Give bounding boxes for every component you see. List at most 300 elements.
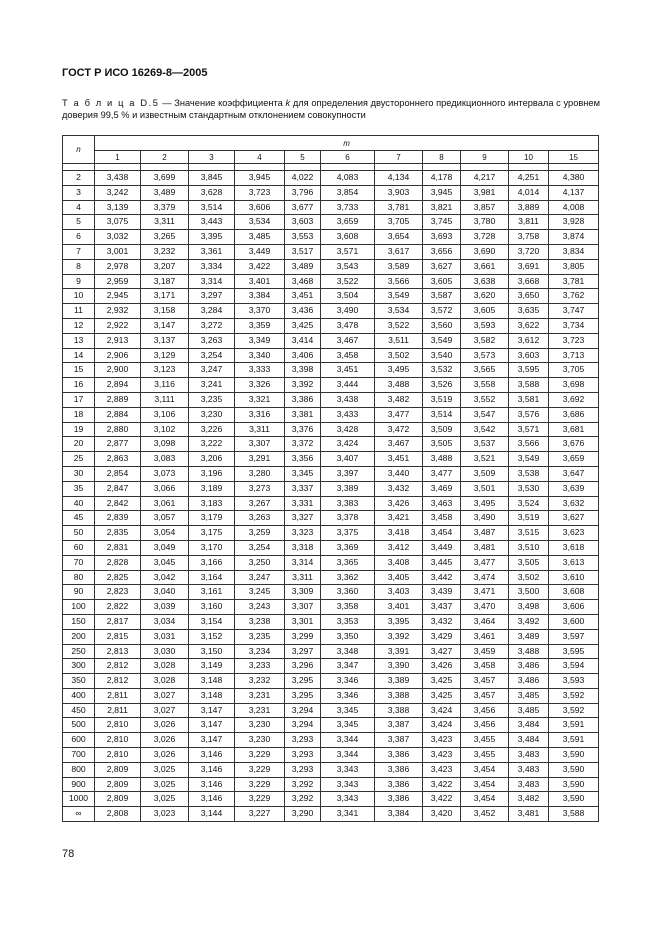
k-value-cell: 3,454: [461, 762, 509, 777]
k-value-cell: 3,242: [95, 185, 141, 200]
table-row: [63, 674, 599, 689]
table-row: [63, 733, 599, 748]
k-value-cell: 3,294: [285, 718, 321, 733]
k-value-cell: 3,588: [549, 807, 599, 822]
k-value-cell: 3,403: [375, 585, 423, 600]
k-value-cell: 3,040: [141, 585, 189, 600]
k-value-cell: 3,422: [423, 792, 461, 807]
k-value-cell: 3,622: [509, 318, 549, 333]
n-value-cell: 1000: [63, 792, 95, 807]
k-value-cell: 3,534: [375, 304, 423, 319]
table-row: [63, 688, 599, 703]
n-value-cell: 600: [63, 733, 95, 748]
k-value-cell: 3,232: [141, 244, 189, 259]
k-value-cell: 2,822: [95, 600, 141, 615]
k-value-cell: 3,295: [285, 674, 321, 689]
table-row: [63, 333, 599, 348]
k-value-cell: 3,297: [189, 289, 235, 304]
k-value-cell: 3,170: [189, 540, 235, 555]
k-value-cell: 3,420: [423, 807, 461, 822]
k-value-cell: 3,451: [285, 289, 321, 304]
k-value-cell: 2,906: [95, 348, 141, 363]
k-value-cell: 3,681: [549, 422, 599, 437]
table-row: [63, 629, 599, 644]
table-row: [63, 792, 599, 807]
k-value-cell: 3,423: [423, 762, 461, 777]
caption-symbol: k: [285, 98, 291, 108]
k-value-cell: 3,146: [189, 748, 235, 763]
k-value-cell: 3,443: [189, 215, 235, 230]
k-value-cell: 3,647: [549, 466, 599, 481]
k-value-cell: 2,835: [95, 526, 141, 541]
table-row: [63, 600, 599, 615]
n-value-cell: 400: [63, 688, 95, 703]
n-value-cell: 10: [63, 289, 95, 304]
k-value-cell: 3,234: [235, 644, 285, 659]
table-row: [63, 585, 599, 600]
m-values-row: [63, 151, 599, 164]
k-value-cell: 3,526: [423, 378, 461, 393]
k-value-cell: 3,509: [423, 422, 461, 437]
k-value-cell: 2,889: [95, 392, 141, 407]
k-value-cell: 3,734: [549, 318, 599, 333]
k-value-cell: 3,388: [375, 703, 423, 718]
k-value-cell: 3,146: [189, 762, 235, 777]
k-value-cell: 2,810: [95, 733, 141, 748]
k-value-cell: 3,440: [375, 466, 423, 481]
m-value-header: 15: [549, 151, 599, 164]
spacer-cell: [509, 164, 549, 171]
k-value-cell: 3,386: [375, 748, 423, 763]
spacer-cell: [189, 164, 235, 171]
k-value-cell: 3,566: [375, 274, 423, 289]
k-value-cell: 2,884: [95, 407, 141, 422]
k-value-cell: 3,488: [375, 378, 423, 393]
table-header-row: [63, 136, 599, 151]
k-value-cell: 2,839: [95, 511, 141, 526]
k-value-cell: 3,438: [95, 171, 141, 186]
k-value-cell: 3,486: [509, 659, 549, 674]
k-value-cell: 3,106: [141, 407, 189, 422]
k-value-cell: 3,031: [141, 629, 189, 644]
k-value-cell: 3,796: [285, 185, 321, 200]
k-value-cell: 3,723: [549, 333, 599, 348]
k-value-cell: 3,534: [235, 215, 285, 230]
k-value-cell: 3,821: [423, 200, 461, 215]
k-value-cell: 3,370: [235, 304, 285, 319]
k-value-cell: 3,676: [549, 437, 599, 452]
k-value-cell: 3,337: [285, 481, 321, 496]
k-value-cell: 3,628: [189, 185, 235, 200]
caption-text: для определения двустороннего предикционного интервала с уровнем доверия 99,5 % и известным стандартным отклонением совокупности: [62, 98, 600, 120]
table-row: [63, 363, 599, 378]
k-value-cell: 3,148: [189, 688, 235, 703]
k-value-cell: 3,375: [321, 526, 375, 541]
k-value-cell: 3,149: [189, 659, 235, 674]
m-value-header: 2: [141, 151, 189, 164]
k-value-cell: 3,489: [141, 185, 189, 200]
k-value-cell: 3,422: [235, 259, 285, 274]
k-value-cell: 3,542: [461, 422, 509, 437]
k-value-cell: 3,522: [321, 274, 375, 289]
k-value-cell: 3,474: [461, 570, 509, 585]
k-value-cell: 3,057: [141, 511, 189, 526]
k-value-cell: 3,469: [423, 481, 461, 496]
k-value-cell: 3,196: [189, 466, 235, 481]
k-value-cell: 3,123: [141, 363, 189, 378]
k-value-cell: 3,384: [375, 807, 423, 822]
k-value-cell: 3,456: [461, 718, 509, 733]
k-value-cell: 3,042: [141, 570, 189, 585]
k-value-cell: 3,610: [549, 570, 599, 585]
k-value-cell: 3,137: [141, 333, 189, 348]
k-value-cell: 3,407: [321, 452, 375, 467]
k-value-cell: 3,147: [189, 703, 235, 718]
k-value-cell: 3,549: [375, 289, 423, 304]
k-value-cell: 3,424: [423, 718, 461, 733]
k-value-cell: 3,247: [189, 363, 235, 378]
k-value-cell: 3,461: [461, 629, 509, 644]
m-value-header: 1: [95, 151, 141, 164]
k-value-cell: 3,293: [285, 733, 321, 748]
k-value-cell: 3,501: [461, 481, 509, 496]
k-value-cell: 3,326: [235, 378, 285, 393]
n-value-cell: 35: [63, 481, 95, 496]
n-value-cell: 7: [63, 244, 95, 259]
k-value-cell: 3,781: [549, 274, 599, 289]
k-value-cell: 3,705: [375, 215, 423, 230]
table-row: [63, 777, 599, 792]
k-value-cell: 3,425: [423, 674, 461, 689]
k-value-cell: 2,880: [95, 422, 141, 437]
k-value-cell: 3,530: [509, 481, 549, 496]
spacer-cell: [321, 164, 375, 171]
k-value-cell: 3,425: [423, 688, 461, 703]
k-value-cell: 3,589: [375, 259, 423, 274]
k-value-cell: 3,307: [285, 600, 321, 615]
k-value-cell: 3,345: [285, 466, 321, 481]
table-row: [63, 718, 599, 733]
k-value-cell: 3,233: [235, 659, 285, 674]
k-value-cell: 3,455: [461, 748, 509, 763]
k-value-cell: 3,458: [461, 659, 509, 674]
k-value-cell: 3,294: [285, 703, 321, 718]
k-value-cell: 2,831: [95, 540, 141, 555]
k-value-cell: 4,134: [375, 171, 423, 186]
k-value-cell: 3,401: [235, 274, 285, 289]
k-value-cell: 3,231: [235, 688, 285, 703]
k-value-cell: 3,686: [549, 407, 599, 422]
k-value-cell: 2,900: [95, 363, 141, 378]
k-value-cell: 3,376: [285, 422, 321, 437]
n-value-cell: 45: [63, 511, 95, 526]
k-value-cell: 3,295: [285, 688, 321, 703]
k-value-cell: 3,386: [375, 762, 423, 777]
k-value-cell: 3,805: [549, 259, 599, 274]
k-value-cell: 3,323: [285, 526, 321, 541]
m-value-header: 10: [509, 151, 549, 164]
k-value-cell: 3,389: [375, 674, 423, 689]
k-value-cell: 3,408: [375, 555, 423, 570]
table-row: [63, 659, 599, 674]
k-value-cell: 3,481: [461, 540, 509, 555]
table-row: [63, 644, 599, 659]
spacer-cell: [549, 164, 599, 171]
n-value-cell: 500: [63, 718, 95, 733]
table-row: [63, 496, 599, 511]
table-row: [63, 318, 599, 333]
k-value-cell: 3,485: [509, 688, 549, 703]
k-value-cell: 3,758: [509, 230, 549, 245]
k-value-cell: 2,978: [95, 259, 141, 274]
k-value-cell: 3,720: [509, 244, 549, 259]
k-value-cell: 3,028: [141, 674, 189, 689]
k-value-cell: 3,553: [285, 230, 321, 245]
k-value-cell: 3,600: [549, 614, 599, 629]
k-value-cell: 3,747: [549, 304, 599, 319]
k-value-cell: 3,243: [235, 600, 285, 615]
k-value-cell: 3,292: [285, 792, 321, 807]
k-value-cell: 3,229: [235, 762, 285, 777]
k-value-cell: 3,395: [189, 230, 235, 245]
k-value-cell: 3,566: [509, 437, 549, 452]
table-row: [63, 259, 599, 274]
k-value-cell: 3,321: [235, 392, 285, 407]
k-value-cell: 3,392: [375, 629, 423, 644]
k-value-cell: 3,623: [549, 526, 599, 541]
k-value-cell: 3,487: [461, 526, 509, 541]
n-value-cell: 50: [63, 526, 95, 541]
k-value-cell: 3,272: [189, 318, 235, 333]
n-value-cell: 70: [63, 555, 95, 570]
k-value-cell: 3,026: [141, 733, 189, 748]
k-value-cell: 3,146: [189, 792, 235, 807]
k-value-cell: 3,327: [285, 511, 321, 526]
k-value-cell: 3,392: [285, 378, 321, 393]
k-value-cell: 3,659: [321, 215, 375, 230]
k-value-cell: 3,489: [509, 629, 549, 644]
k-value-cell: 3,387: [375, 733, 423, 748]
k-value-cell: 3,549: [509, 452, 549, 467]
k-value-cell: 3,102: [141, 422, 189, 437]
k-value-cell: 4,217: [461, 171, 509, 186]
k-value-cell: 2,959: [95, 274, 141, 289]
k-value-cell: 3,183: [189, 496, 235, 511]
k-value-cell: 2,854: [95, 466, 141, 481]
n-value-cell: 250: [63, 644, 95, 659]
k-value-cell: 3,273: [235, 481, 285, 496]
k-value-cell: 3,515: [509, 526, 549, 541]
k-value-cell: 3,484: [509, 718, 549, 733]
k-value-cell: 3,254: [189, 348, 235, 363]
k-value-cell: 3,502: [375, 348, 423, 363]
k-value-cell: 3,538: [509, 466, 549, 481]
k-value-cell: 3,207: [141, 259, 189, 274]
k-value-cell: 3,590: [549, 792, 599, 807]
k-value-cell: 3,241: [189, 378, 235, 393]
k-value-cell: 3,160: [189, 600, 235, 615]
k-value-cell: 3,166: [189, 555, 235, 570]
k-value-cell: 3,745: [423, 215, 461, 230]
table-row: [63, 555, 599, 570]
m-value-header: 7: [375, 151, 423, 164]
k-value-cell: 3,388: [375, 688, 423, 703]
k-value-cell: 3,428: [321, 422, 375, 437]
table-body: [63, 164, 599, 822]
k-value-cell: 3,229: [235, 748, 285, 763]
k-value-cell: 3,164: [189, 570, 235, 585]
k-value-cell: 3,834: [549, 244, 599, 259]
k-value-cell: 3,307: [235, 437, 285, 452]
k-value-cell: 3,468: [285, 274, 321, 289]
n-value-cell: 700: [63, 748, 95, 763]
k-value-cell: 3,762: [549, 289, 599, 304]
k-value-cell: 3,426: [423, 659, 461, 674]
m-value-header: 3: [189, 151, 235, 164]
k-value-cell: 3,677: [285, 200, 321, 215]
k-value-cell: 3,656: [423, 244, 461, 259]
k-value-cell: 3,627: [549, 511, 599, 526]
k-value-cell: 3,451: [321, 363, 375, 378]
k-value-cell: 3,025: [141, 792, 189, 807]
k-value-cell: 3,025: [141, 777, 189, 792]
k-value-cell: 3,296: [285, 659, 321, 674]
k-value-cell: 3,519: [423, 392, 461, 407]
k-value-cell: 3,359: [235, 318, 285, 333]
n-value-cell: 5: [63, 215, 95, 230]
k-value-cell: 3,175: [189, 526, 235, 541]
k-value-cell: 3,483: [509, 748, 549, 763]
k-value-cell: 3,495: [375, 363, 423, 378]
k-value-cell: 3,387: [375, 718, 423, 733]
k-value-cell: 3,981: [461, 185, 509, 200]
table-row: [63, 348, 599, 363]
k-value-cell: 2,809: [95, 762, 141, 777]
k-value-cell: 3,001: [95, 244, 141, 259]
k-value-cell: 3,231: [235, 703, 285, 718]
k-value-cell: 3,488: [423, 452, 461, 467]
k-value-cell: 3,414: [285, 333, 321, 348]
k-value-cell: 3,311: [141, 215, 189, 230]
k-value-cell: 3,075: [95, 215, 141, 230]
k-value-cell: 3,066: [141, 481, 189, 496]
k-value-cell: 3,235: [189, 392, 235, 407]
k-value-cell: 3,147: [189, 718, 235, 733]
n-value-cell: 3: [63, 185, 95, 200]
k-value-cell: 3,360: [321, 585, 375, 600]
k-value-cell: 3,691: [509, 259, 549, 274]
k-value-cell: 3,263: [189, 333, 235, 348]
k-value-cell: 3,054: [141, 526, 189, 541]
k-value-cell: 3,356: [285, 452, 321, 467]
row-header-n: n: [63, 136, 95, 164]
table-row: [63, 703, 599, 718]
k-value-cell: 3,343: [321, 777, 375, 792]
k-value-cell: 3,346: [321, 688, 375, 703]
k-value-cell: 3,318: [285, 540, 321, 555]
k-value-cell: 3,540: [423, 348, 461, 363]
m-value-header: 9: [461, 151, 509, 164]
k-value-cell: 3,452: [461, 807, 509, 822]
k-value-cell: 3,401: [375, 600, 423, 615]
k-value-cell: 3,263: [235, 511, 285, 526]
k-value-cell: 3,854: [321, 185, 375, 200]
k-value-cell: 3,023: [141, 807, 189, 822]
m-value-header: 8: [423, 151, 461, 164]
k-value-cell: 3,045: [141, 555, 189, 570]
k-value-cell: 3,230: [235, 733, 285, 748]
n-value-cell: 8: [63, 259, 95, 274]
k-value-cell: 3,147: [189, 733, 235, 748]
k-value-cell: 3,483: [509, 777, 549, 792]
k-value-cell: 3,593: [549, 674, 599, 689]
k-value-cell: 3,537: [461, 437, 509, 452]
table-row: [63, 185, 599, 200]
table-row: [63, 200, 599, 215]
k-value-cell: 3,698: [549, 378, 599, 393]
k-value-cell: 3,292: [285, 777, 321, 792]
table-row: [63, 274, 599, 289]
k-value-cell: 3,490: [461, 511, 509, 526]
k-value-cell: 3,608: [321, 230, 375, 245]
k-value-cell: 3,389: [321, 481, 375, 496]
k-value-cell: 3,340: [235, 348, 285, 363]
k-value-cell: 3,405: [375, 570, 423, 585]
k-value-cell: 3,668: [509, 274, 549, 289]
k-value-cell: 3,565: [461, 363, 509, 378]
k-value-cell: 3,344: [321, 748, 375, 763]
k-value-cell: 3,488: [509, 644, 549, 659]
k-value-cell: 3,424: [321, 437, 375, 452]
k-value-cell: 3,293: [285, 748, 321, 763]
n-value-cell: 18: [63, 407, 95, 422]
k-value-cell: 2,813: [95, 644, 141, 659]
table-row: [63, 407, 599, 422]
k-value-cell: 3,514: [189, 200, 235, 215]
spacer-cell: [95, 164, 141, 171]
k-value-cell: 3,245: [235, 585, 285, 600]
k-value-cell: 3,728: [461, 230, 509, 245]
k-value-cell: 3,558: [461, 378, 509, 393]
k-value-cell: 3,098: [141, 437, 189, 452]
k-value-cell: 3,144: [189, 807, 235, 822]
k-value-cell: 3,139: [95, 200, 141, 215]
k-value-cell: 2,809: [95, 792, 141, 807]
k-value-cell: 3,618: [549, 540, 599, 555]
k-value-cell: 3,362: [321, 570, 375, 585]
k-value-cell: 3,590: [549, 777, 599, 792]
k-value-cell: 3,457: [461, 674, 509, 689]
k-value-cell: 3,857: [461, 200, 509, 215]
spacer-cell: [235, 164, 285, 171]
k-value-cell: 3,436: [285, 304, 321, 319]
k-value-cell: 3,498: [509, 600, 549, 615]
n-value-cell: 20: [63, 437, 95, 452]
n-value-cell: 25: [63, 452, 95, 467]
k-value-cell: 3,481: [509, 807, 549, 822]
k-value-cell: 3,406: [285, 348, 321, 363]
k-value-cell: 3,464: [461, 614, 509, 629]
table-row: [63, 215, 599, 230]
n-value-cell: 80: [63, 570, 95, 585]
k-value-cell: 3,226: [189, 422, 235, 437]
n-value-cell: 11: [63, 304, 95, 319]
k-value-cell: 3,500: [509, 585, 549, 600]
k-value-cell: 3,432: [423, 614, 461, 629]
k-value-cell: 4,014: [509, 185, 549, 200]
k-value-cell: 3,495: [461, 496, 509, 511]
k-value-cell: 3,341: [321, 807, 375, 822]
